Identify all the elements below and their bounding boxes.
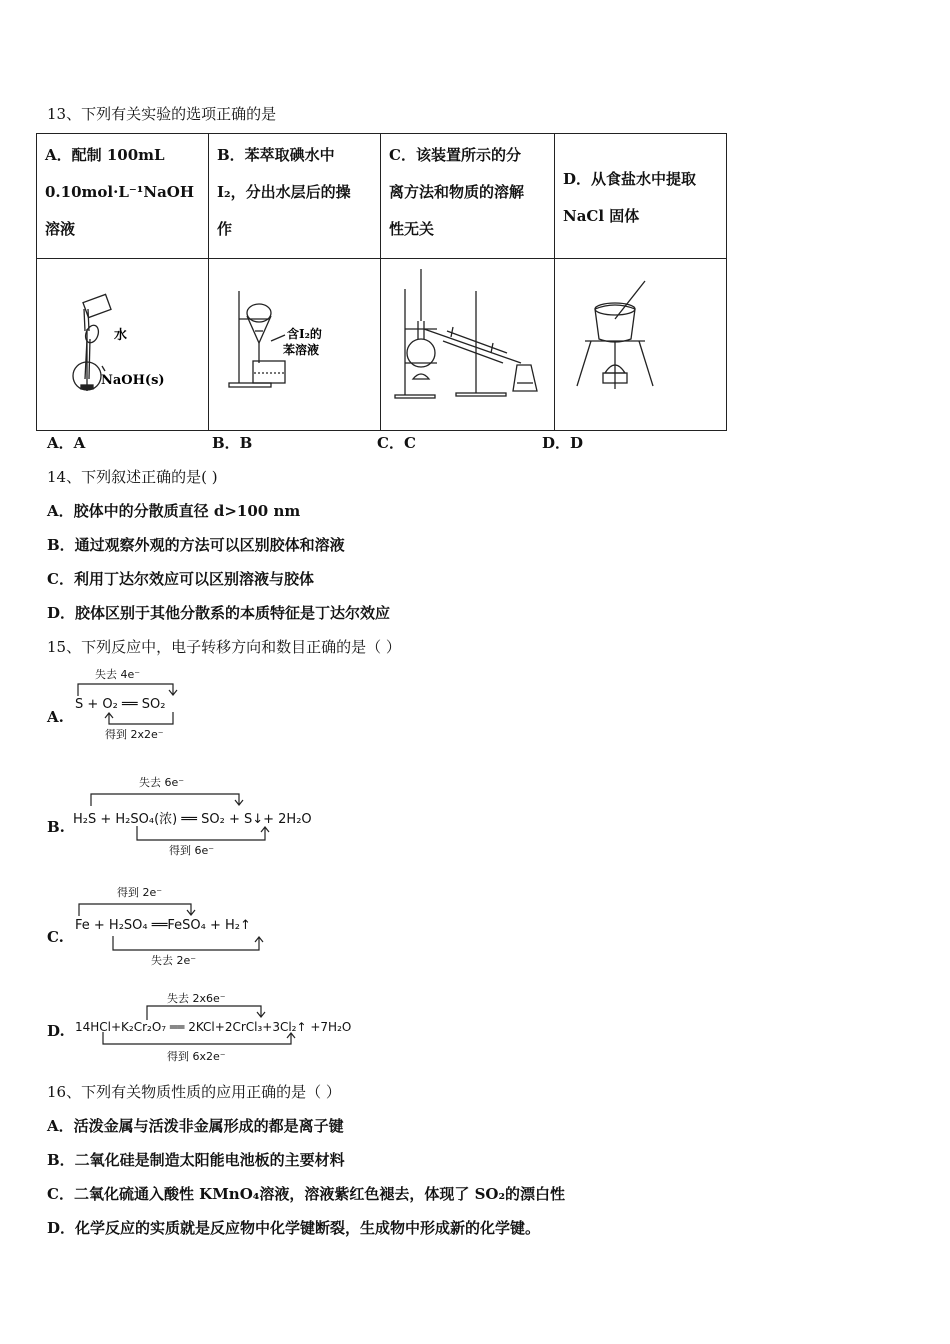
cell-c-figure: [381, 259, 555, 431]
q15-option-a[interactable]: [47, 666, 347, 742]
q14-option-a[interactable]: A．胶体中的分散质直径 d>100 nm: [47, 502, 301, 520]
q15-option-d[interactable]: [47, 990, 407, 1066]
q15-b-equation: H₂S + H₂SO₄(浓) ══ SO₂ + S↓+ 2H₂O: [73, 812, 312, 827]
cell-b-figure: [209, 259, 381, 431]
experiment-table: [36, 133, 727, 431]
q15-c-top-label: 得到 2e⁻: [117, 886, 163, 899]
separatory-funnel-figure: [209, 261, 379, 429]
q16-option-c[interactable]: C．二氧化硫通入酸性 KMnO₄溶液，溶液紫红色褪去，体现了 SO₂的漂白性: [47, 1185, 566, 1203]
q16-option-d[interactable]: D．化学反应的实质就是反应物中化学键断裂，生成物中形成新的化学键。: [47, 1219, 541, 1237]
q13-option-b[interactable]: B．B: [212, 434, 253, 452]
label-i2-line2: 苯溶液: [283, 342, 320, 357]
q14-title: 14、下列叙述正确的是( ): [47, 468, 218, 486]
cell-c-line3: 性无关: [389, 220, 435, 238]
q15-a-bottom-label: 得到 2x2e⁻: [105, 728, 164, 741]
q15-a-label: A.: [47, 708, 64, 726]
cell-a-figure: [37, 259, 209, 431]
q15-b-label: B.: [47, 818, 65, 836]
q15-b-top-label: 失去 6e⁻: [139, 776, 185, 789]
q14-option-c[interactable]: C．利用丁达尔效应可以区别溶液与胶体: [47, 570, 314, 588]
distillation-figure: [381, 261, 553, 429]
q13-option-d[interactable]: D．D: [542, 434, 584, 452]
q15-c-equation: Fe + H₂SO₄ ══FeSO₄ + H₂↑: [75, 918, 251, 933]
cell-a-line2: 0.10mol·L⁻¹NaOH: [45, 183, 195, 201]
q15-title: 15、下列反应中，电子转移方向和数目正确的是（ ）: [47, 638, 401, 656]
cell-c-line2: 离方法和物质的溶解: [389, 183, 525, 201]
cell-d-line2: NaCl 固体: [563, 206, 640, 225]
cell-a-line1: A．配制 100mL: [45, 146, 165, 164]
q16-option-b[interactable]: B．二氧化硅是制造太阳能电池板的主要材料: [47, 1151, 345, 1169]
label-i2-line1: 含I₂的: [287, 326, 322, 341]
q15-option-b[interactable]: [47, 774, 367, 860]
cell-b-line1: B．苯萃取碘水中: [217, 146, 335, 164]
q13-title: 13、下列有关实验的选项正确的是: [47, 105, 277, 123]
q15-d-bottom-label: 得到 6x2e⁻: [167, 1050, 226, 1063]
q15-c-bottom-label: 失去 2e⁻: [151, 954, 197, 967]
volumetric-flask-figure: [37, 261, 207, 429]
q15-d-label: D.: [47, 1022, 65, 1040]
label-naoh: NaOH(s): [101, 372, 165, 388]
q15-d-equation: 14HCl+K₂Cr₂O₇ ══ 2KCl+2CrCl₃+3Cl₂↑ +7H₂O: [75, 1020, 352, 1034]
q16-title: 16、下列有关物质性质的应用正确的是（ ）: [47, 1083, 341, 1101]
q14-option-b[interactable]: B．通过观察外观的方法可以区别胶体和溶液: [47, 536, 345, 554]
q16-option-a[interactable]: A．活泼金属与活泼非金属形成的都是离子键: [47, 1117, 344, 1135]
cell-b-line3: 作: [217, 220, 233, 238]
cell-a-line3: 溶液: [45, 220, 76, 238]
label-water: 水: [114, 327, 128, 343]
cell-c-text: [381, 134, 555, 259]
q13-option-a[interactable]: A．A: [47, 434, 86, 452]
q15-a-equation: S + O₂ ══ SO₂: [75, 697, 166, 712]
q15-b-bottom-label: 得到 6e⁻: [169, 844, 215, 857]
q15-d-top-label: 失去 2x6e⁻: [167, 992, 226, 1005]
evaporation-figure: [555, 261, 725, 429]
cell-d-figure: [555, 259, 727, 431]
cell-a-text: [37, 134, 209, 259]
q14-option-d[interactable]: D．胶体区别于其他分散系的本质特征是丁达尔效应: [47, 604, 391, 622]
cell-b-text: [209, 134, 381, 259]
q15-c-label: C.: [47, 928, 64, 946]
q15-option-c[interactable]: [47, 884, 347, 970]
cell-d-line1: D．从食盐水中提取: [563, 169, 697, 188]
cell-c-line1: C．该装置所示的分: [389, 146, 521, 164]
q15-a-top-label: 失去 4e⁻: [95, 668, 141, 681]
cell-b-line2: I₂，分出水层后的操: [217, 183, 351, 201]
cell-d-text: [555, 134, 727, 259]
q13-option-c[interactable]: C．C: [377, 434, 416, 452]
